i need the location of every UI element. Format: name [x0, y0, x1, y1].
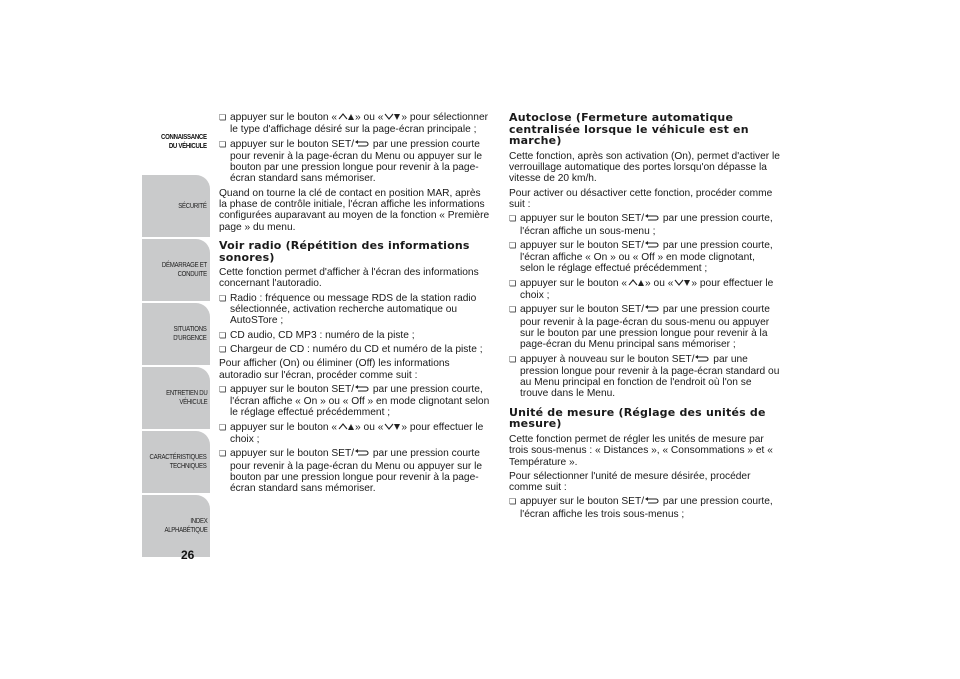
paragraph: Quand on tourne la clé de contact en position MAR, après la phase de contrôle initiale, l'écran affiche les informations configurées auparavant au moyen de la fonction « Première page » du menu. — [219, 187, 490, 233]
return-arrow-icon — [645, 496, 659, 508]
list-item: ❏ appuyer sur le bouton SET/ par une pression courte, l'écran affiche « On » ou « Off » en mode clignotant selon le réglage effectué précédemment ; — [219, 384, 491, 419]
list-item: ❏ appuyer sur le bouton « » ou « » pour effectuer le choix ; — [509, 278, 781, 302]
section-heading: Unité de mesure (Réglage des unités de mesure) — [509, 405, 766, 431]
list-item: ❏ appuyer sur le bouton SET/ par une pression courte, l'écran affiche un sous-menu ; — [509, 213, 781, 237]
tab-label: CONNAISSANCE DU VÉHICULE — [161, 132, 207, 150]
list-item: ❏ appuyer à nouveau sur le bouton SET/ par une pression longue pour revenir à la page-écran standard ou au Menu principal en fonction de l'endroit où l'on se trouve dans le Menu. — [509, 354, 781, 400]
return-arrow-icon — [355, 139, 369, 151]
up-button-icon — [338, 112, 354, 124]
tab-index-alphabetique[interactable] — [142, 495, 210, 557]
tab-label: CARACTÉRISTIQUES TECHNIQUES — [149, 452, 207, 470]
up-button-icon — [628, 278, 644, 290]
return-arrow-icon — [645, 304, 659, 316]
list-item: ❏ appuyer sur le bouton SET/ par une pression courte pour revenir à la page-écran du Menu ou appuyer sur le bouton par une pression longue pour revenir à la page-écran standard sans mémoriser. — [219, 448, 491, 494]
left-column — [219, 112, 491, 498]
down-button-icon — [384, 422, 400, 434]
tab-entretien-vehicule[interactable] — [142, 367, 210, 429]
right-column — [509, 112, 781, 523]
paragraph: Cette fonction permet de régler les unités de mesure par trois sous-menus : « Distances », « Consommations » et « Température ». — [509, 433, 773, 468]
list-item: ❏ appuyer sur le bouton SET/ par une pression courte pour revenir à la page-écran du Menu ou appuyer sur le bouton par une pression longue pour revenir à la page-écran standard sans mémoriser. — [219, 139, 491, 185]
return-arrow-icon — [355, 448, 369, 460]
tab-demarrage-conduite[interactable] — [142, 239, 210, 301]
return-arrow-icon — [695, 354, 709, 366]
down-button-icon — [674, 278, 690, 290]
tab-label: SITUATIONS D'URGENCE — [173, 324, 207, 342]
tab-situations-urgence[interactable] — [142, 303, 210, 365]
list-item: ❏ appuyer sur le bouton SET/ par une pression courte pour revenir à la page-écran du sous-menu ou appuyer sur le bouton par une pression longue pour revenir à la page-écran du Menu principal sans mémoriser ; — [509, 304, 781, 350]
tab-label: ENTRETIEN DU VÉHICULE — [165, 388, 207, 406]
down-button-icon — [384, 112, 400, 124]
list-item: ❏ appuyer sur le bouton SET/ par une pression courte, l'écran affiche les trois sous-menus ; — [509, 496, 781, 520]
list-item: ❏ Radio : fréquence ou message RDS de la station radio sélectionnée, activation recherche automatique ou AutoSTore ; — [219, 293, 491, 327]
paragraph: Cette fonction permet d'afficher à l'écran des informations concernant l'autoradio. — [219, 267, 479, 290]
tab-label: SÉCURITÉ — [178, 200, 207, 210]
up-button-icon — [338, 422, 354, 434]
paragraph: Pour activer ou désactiver cette fonction, procéder comme suit : — [509, 187, 773, 210]
tab-caracteristiques-techniques[interactable] — [142, 431, 210, 493]
paragraph: Pour sélectionner l'unité de mesure désirée, procéder comme suit : — [509, 470, 751, 494]
paragraph: Pour afficher (On) ou éliminer (Off) les informations autoradio sur l'écran, procéder comme suit : — [219, 358, 450, 381]
return-arrow-icon — [355, 384, 369, 396]
chapter-sidebar — [142, 111, 210, 559]
section-heading: Autoclose (Fermeture automatique centralisée lorsque le véhicule est en marche) — [509, 111, 749, 148]
list-item: ❏ appuyer sur le bouton « » ou « » pour sélectionner le type d'affichage désiré sur la page-écran principale ; — [219, 112, 491, 136]
list-item: ❏ CD audio, CD MP3 : numéro de la piste ; — [219, 330, 491, 341]
section-heading: Voir radio (Répétition des informations sonores) — [219, 238, 470, 264]
tab-label: INDEX ALPHABÉTIQUE — [163, 516, 207, 534]
return-arrow-icon — [645, 240, 659, 252]
list-item: ❏ appuyer sur le bouton « » ou « » pour effectuer le choix ; — [219, 422, 491, 446]
return-arrow-icon — [645, 213, 659, 225]
list-item: ❏ Chargeur de CD : numéro du CD et numéro de la piste ; — [219, 344, 491, 355]
tab-label: DÉMARRAGE ET CONDUITE — [161, 260, 207, 278]
tab-securite[interactable] — [142, 175, 210, 237]
tab-connaissance-vehicule[interactable] — [142, 111, 210, 173]
page-number: 26 — [181, 548, 195, 562]
paragraph: Cette fonction, après son activation (On), permet d'activer le verrouillage automatique des portes lorsqu'on dépasse la vitesse de 20 km/h. — [509, 150, 780, 185]
list-item: ❏ appuyer sur le bouton SET/ par une pression courte, l'écran affiche « On » ou « Off » en mode clignotant, selon le réglage effectué précédemment ; — [509, 240, 781, 275]
